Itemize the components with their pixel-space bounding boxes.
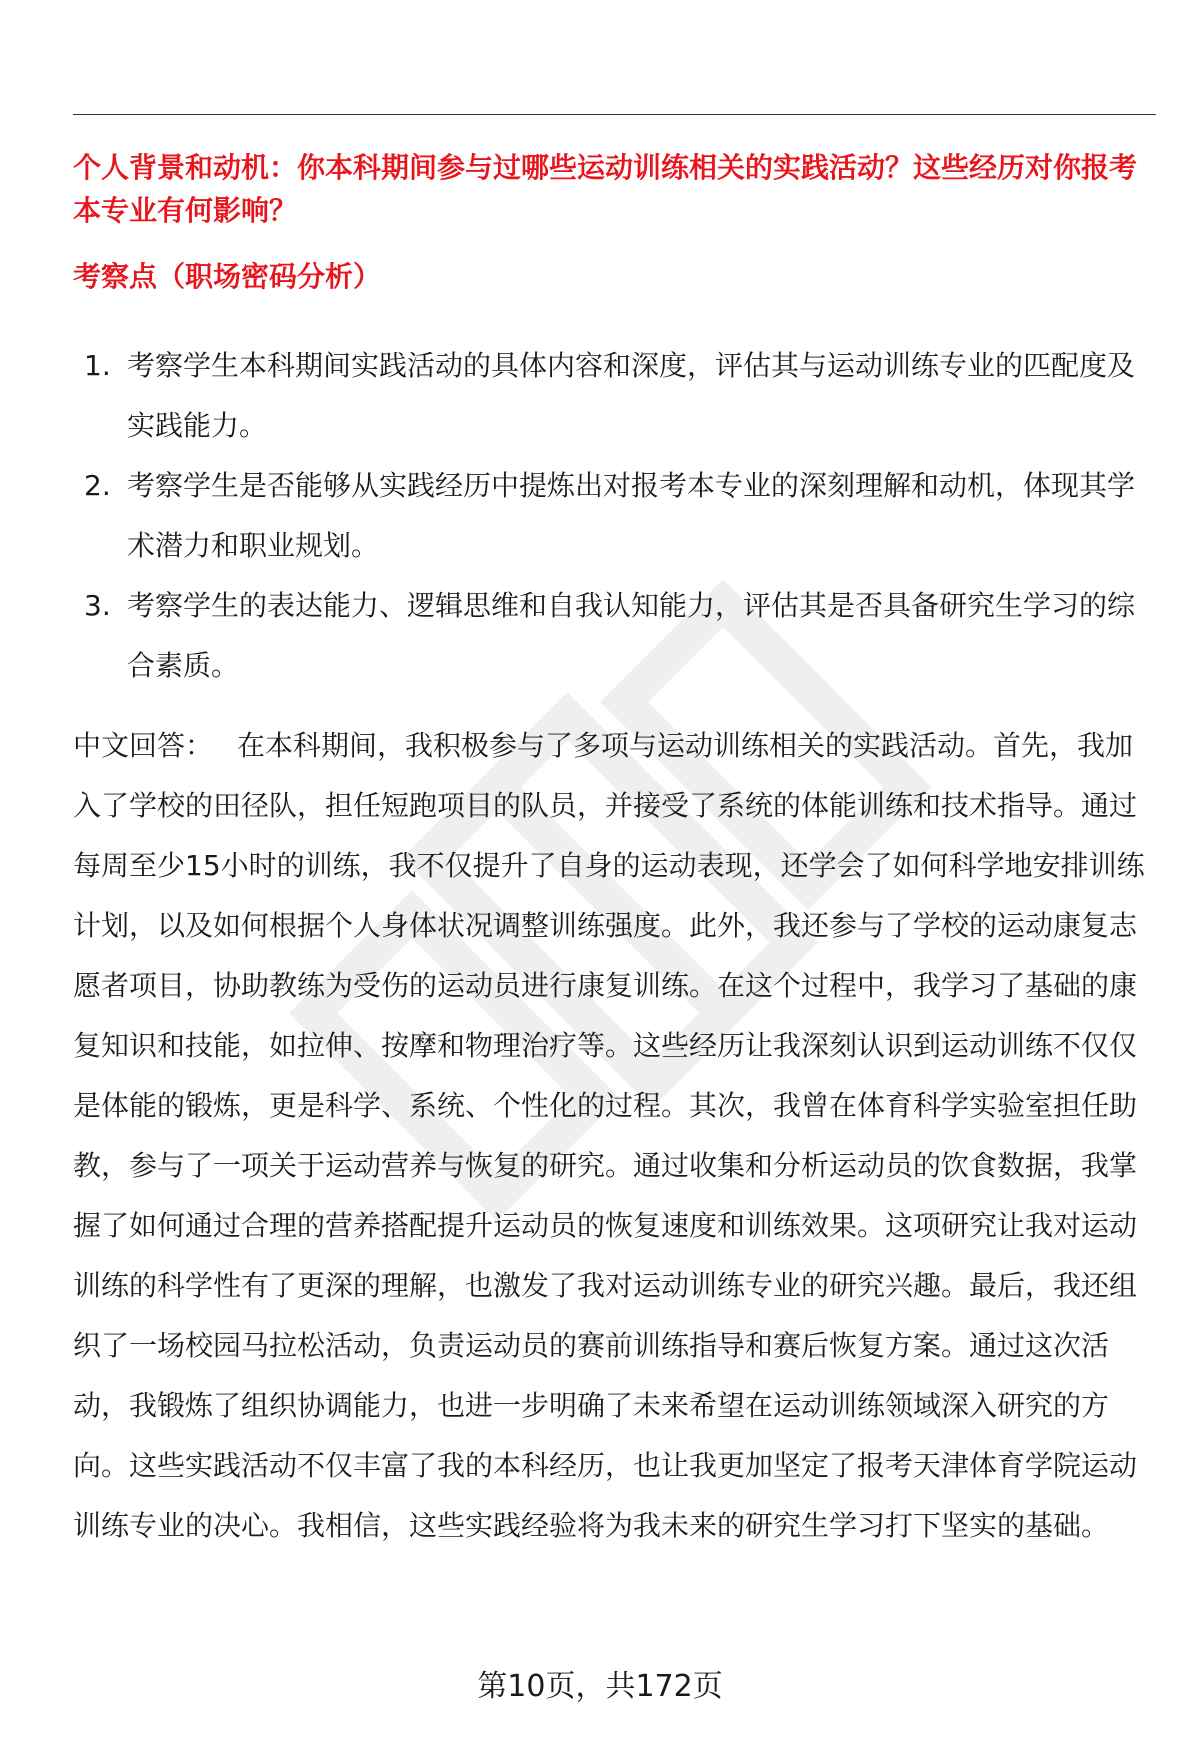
page-number-footer: 第10页，共172页 [477, 1669, 723, 1704]
answer-text: 在本科期间，我积极参与了多项与运动训练相关的实践活动。首先，我加入了学校的田径队，担任短跑项目的队员，并接受了系统的体能训练和技术指导。通过每周至少15小时的训练，我不仅提升了自身的运动表现，还学会了如何科学地安排训练计划，以及如何根据个人身体状况调整训练强度。此外，我还参与了学校的运动康复志愿者项目，协助教练为受伤的运动员进行康复训练。在这个过程中，我学习了基础的康复知识和技能，如拉伸、按摩和物理治疗等。这些经历让我深刻认识到运动训练不仅仅是体能的锻炼，更是科学、系统、个性化的过程。其次，我曾在体育科学实验室担任助教，参与了一项关于运动营养与恢复的研究。通过收集和分析运动员的饮食数据，我掌握了如何通过合理的营养搭配提升运动员的恢复速度和训练效果。这项研究让我对运动训练的科学性有了更深的理解，也激发了我对运动训练专业的研究兴趣。最后，我还组织了一场校园马拉松活动，负责运动员的赛前训练指导和赛后恢复方案。通过这次活动，我锻炼了组织协调能力，也进一步明确了未来希望在运动训练领域深入研究的方向。这些实践活动不仅丰富了我的本科经历，也让我更加坚定了报考天津体育学院运动训练专业的决心。我相信，这些实践经验将为我未来的研究生学习打下坚实的基础。 [73, 729, 1145, 1542]
list-item [73, 456, 1153, 576]
list-item [73, 336, 1153, 456]
answer-paragraph [73, 716, 1159, 1556]
list-item-number: 1. [84, 349, 111, 382]
list-item-number: 3. [84, 589, 111, 622]
assessment-points-list [73, 336, 1153, 696]
list-item [73, 576, 1153, 696]
list-item-text: 考察学生是否能够从实践经历中提炼出对报考本专业的深刻理解和动机，体现其学术潜力和职业规划。 [127, 469, 1136, 562]
question-heading: 个人背景和动机：你本科期间参与过哪些运动训练相关的实践活动？这些经历对你报考本专业有何影响？ [73, 151, 1138, 227]
answer-label: 中文回答： [73, 729, 214, 762]
section-title: 考察点（职场密码分析） [73, 260, 382, 293]
list-item-text: 考察学生的表达能力、逻辑思维和自我认知能力，评估其是否具备研究生学习的综合素质。 [127, 589, 1136, 682]
top-divider [73, 114, 1156, 115]
list-item-text: 考察学生本科期间实践活动的具体内容和深度，评估其与运动训练专业的匹配度及实践能力。 [127, 349, 1136, 442]
list-item-number: 2. [84, 469, 111, 502]
